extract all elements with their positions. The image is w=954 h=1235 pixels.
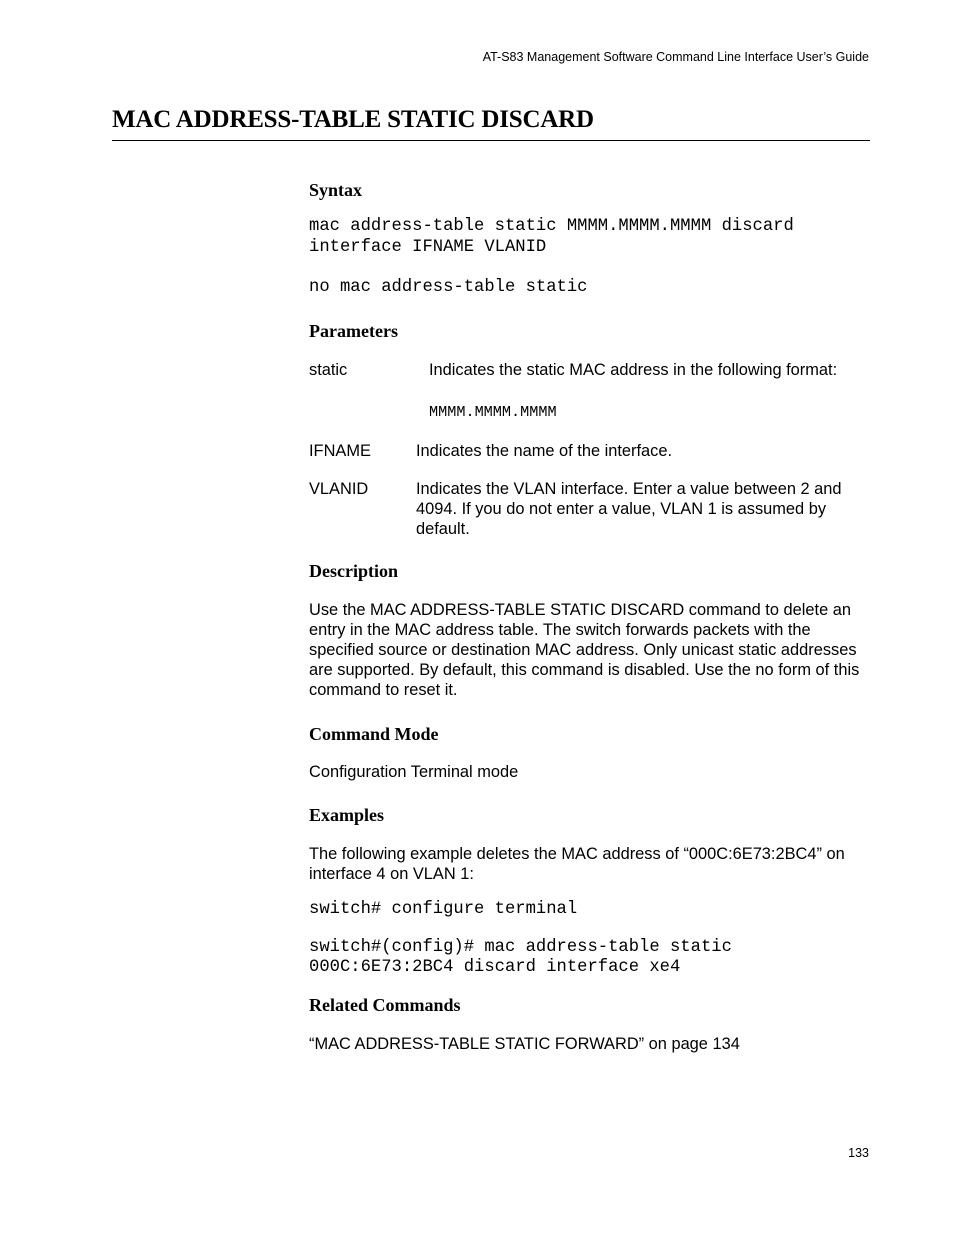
syntax-line-3: no mac address-table static [309, 278, 588, 297]
param-name-ifname: IFNAME [309, 442, 371, 460]
title-divider [112, 140, 870, 141]
syntax-line-2: interface IFNAME VLANID [309, 238, 547, 257]
example-code-2-line-2: 000C:6E73:2BC4 discard interface xe4 [309, 958, 681, 977]
param-desc-ifname: Indicates the name of the interface. [416, 442, 673, 460]
param-static-format: MMMM.MMMM.MMMM [429, 403, 557, 421]
description-heading: Description [309, 561, 398, 581]
related-heading: Related Commands [309, 995, 461, 1015]
running-header: AT-S83 Management Software Command Line Interface User’s Guide [482, 50, 869, 64]
param-name-vlanid: VLANID [309, 480, 369, 498]
param-desc-vlanid: Indicates the VLAN interface. Enter a value between 2 and 4094. If you do not enter a value, VLAN 1 is assumed by default. [416, 480, 842, 538]
command-mode-text: Configuration Terminal mode [309, 763, 519, 781]
command-mode-heading: Command Mode [309, 724, 439, 744]
example-code-1: switch# configure terminal [309, 900, 578, 919]
page-number: 133 [848, 1146, 869, 1160]
description-text: Use the MAC ADDRESS-TABLE STATIC DISCARD command to delete an entry in the MAC address table. The switch forwards packets with the specified source or destination MAC address. Only unicast static addresses are supported. By default, this command is disabled. Use the no form of this command to reset it. [309, 601, 860, 699]
examples-heading: Examples [309, 805, 385, 825]
related-link[interactable]: “MAC ADDRESS-TABLE STATIC FORWARD” on page 134 [309, 1035, 740, 1053]
examples-intro: The following example deletes the MAC address of “000C:6E73:2BC4” on interface 4 on VLAN 1: [309, 845, 845, 883]
syntax-heading: Syntax [309, 180, 363, 200]
example-code-2-line-1: switch#(config)# mac address-table static [309, 938, 732, 957]
page-title: MAC ADDRESS-TABLE STATIC DISCARD [112, 106, 594, 133]
param-desc-static: Indicates the static MAC address in the following format: [429, 361, 838, 379]
syntax-line-1: mac address-table static MMMM.MMMM.MMMM discard [309, 217, 794, 236]
param-name-static: static [309, 361, 348, 379]
parameters-heading: Parameters [309, 321, 398, 341]
